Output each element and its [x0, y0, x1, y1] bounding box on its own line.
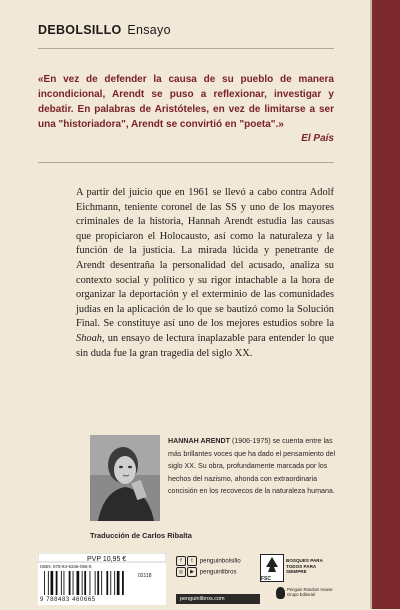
youtube-icon: ▶: [187, 567, 197, 577]
spine: [372, 0, 400, 609]
translator-credit: Traducción de Carlos Ribalta: [90, 531, 192, 540]
top-divider: [38, 48, 334, 49]
quote-divider: [38, 162, 334, 163]
author-bio: [168, 435, 336, 498]
publisher-brand: [38, 23, 171, 37]
website-url[interactable]: penguinlibros.com: [176, 594, 260, 604]
press-quote: «En vez de defender la causa de su pueblo de manera incondicional, Arendt se puso a reflexionar, investigar y debatir. En palabras de Aristóteles, en vez de limitarse a ser una "historiadora", Arendt se convirtió en "poeta".»: [38, 74, 334, 130]
social-handle-1: penguinbolsillo: [199, 557, 241, 565]
social-handles: [176, 556, 241, 577]
addon-code: 02118: [138, 573, 152, 579]
forest-campaign-label: BOSQUES PARA TODOS PARA SIEMPRE: [286, 558, 323, 574]
collection-name: Ensayo: [127, 23, 171, 37]
twitter-icon: t: [187, 556, 197, 566]
penguin-text: Penguin Random House Grupo Editorial: [287, 587, 333, 598]
synopsis-part1: A partir del juicio que en 1961 se llevó a cabo contra Adolf Eichmann, teniente coronel de las SS y uno de los mayores criminales de la historia, Hannah Arendt estudia las causas que propiciaron el Holocausto, así como la naturaleza y la función de la justicia. La mirada lúcida y penetrante de Arendt desentraña la personalidad del acusado, analiza su contexto social y político y su rigor intachable a la hora de organizar la deportación y el exterminio de las comunidades judías en la aplicación de lo que se bautizó como la Solución Final. Se constituye así uno de los mejores estudios sobre la: [76, 187, 334, 330]
author-name: HANNAH ARENDT: [168, 437, 231, 445]
synopsis-part2: , un ensayo de lectura inaplazable para entender lo que sin duda fue la gran tragedia del siglo XX.: [76, 332, 334, 359]
quote-source: El País: [301, 133, 334, 144]
synopsis-shoah: Shoah: [76, 332, 102, 344]
penguin-icon: [276, 587, 285, 599]
imprint-name: DEBOLSILLO: [38, 23, 122, 37]
instagram-icon: ◎: [176, 567, 186, 577]
penguin-logo: [276, 587, 336, 605]
author-bio-text: (1906-1975) se cuenta entre las más brillantes voces que ha dado el pensamiento del siglo XX. Su obra, profundamente marcada por los hechos del nazismo, ahonda con extraordinaria concisión en los recovecos de la naturaleza humana.: [168, 437, 336, 496]
price-label: PVP 10,95 €: [87, 556, 127, 563]
barcode-number: 9 788483 460665: [40, 597, 96, 603]
social-handle-2: penguinlibros: [199, 568, 237, 576]
facebook-icon: f: [176, 556, 186, 566]
author-photo: [90, 435, 160, 521]
fsc-label: FSC: [261, 576, 271, 582]
isbn-label: ISBN: 978-84-8346-066-5: [40, 564, 92, 569]
synopsis: [76, 186, 334, 361]
